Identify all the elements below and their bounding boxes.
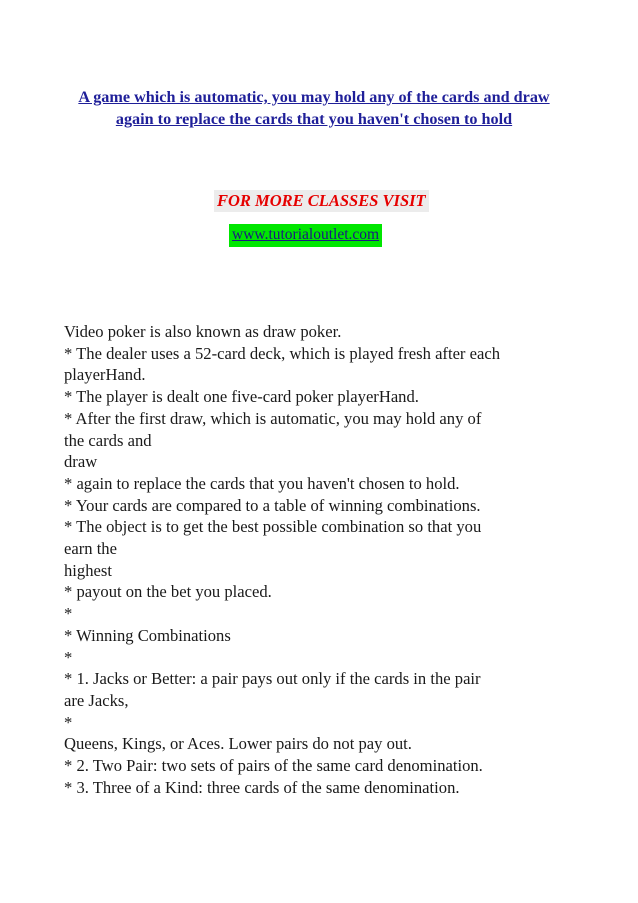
body-line: highest — [64, 560, 112, 580]
body-line: * Winning Combinations — [64, 625, 231, 645]
body-line: * again to replace the cards that you haven't chosen to hold. — [64, 473, 460, 493]
body-line: * The player is dealt one five-card poker playerHand. — [64, 387, 419, 407]
document-body — [64, 321, 564, 798]
body-line: playerHand. — [64, 365, 146, 385]
body-line: * — [64, 712, 73, 732]
body-line: earn the — [64, 539, 117, 559]
body-line: are Jacks, — [64, 690, 129, 710]
body-line: draw — [64, 452, 98, 472]
body-line: * — [64, 604, 73, 624]
body-line: * payout on the bet you placed. — [64, 582, 272, 602]
body-line: * — [64, 647, 73, 667]
body-line: * The object is to get the best possible combination so that you — [64, 517, 482, 537]
body-line: * 2. Two Pair: two sets of pairs of the same card denomination. — [64, 756, 483, 776]
body-line: Video poker is also known as draw poker. — [64, 322, 342, 341]
body-line: * Your cards are compared to a table of winning combinations. — [64, 495, 481, 515]
body-line: * 3. Three of a Kind: three cards of the same denomination. — [64, 777, 460, 797]
body-line: * 1. Jacks or Better: a pair pays out only if the cards in the pair — [64, 669, 481, 689]
body-line: Queens, Kings, or Aces. Lower pairs do not pay out. — [64, 734, 412, 754]
body-line: the cards and — [64, 430, 152, 450]
tutorial-link[interactable]: www.tutorialoutlet.com — [229, 224, 382, 247]
promo-heading: FOR MORE CLASSES VISIT — [214, 190, 429, 212]
document-title — [64, 86, 564, 130]
body-line: * After the first draw, which is automatic, you may hold any of — [64, 408, 482, 428]
body-line: * The dealer uses a 52-card deck, which is played fresh after each — [64, 343, 500, 363]
document-title-text: A game which is automatic, you may hold any of the cards and draw again to replace the cards that you haven't chosen to hold — [78, 88, 550, 128]
